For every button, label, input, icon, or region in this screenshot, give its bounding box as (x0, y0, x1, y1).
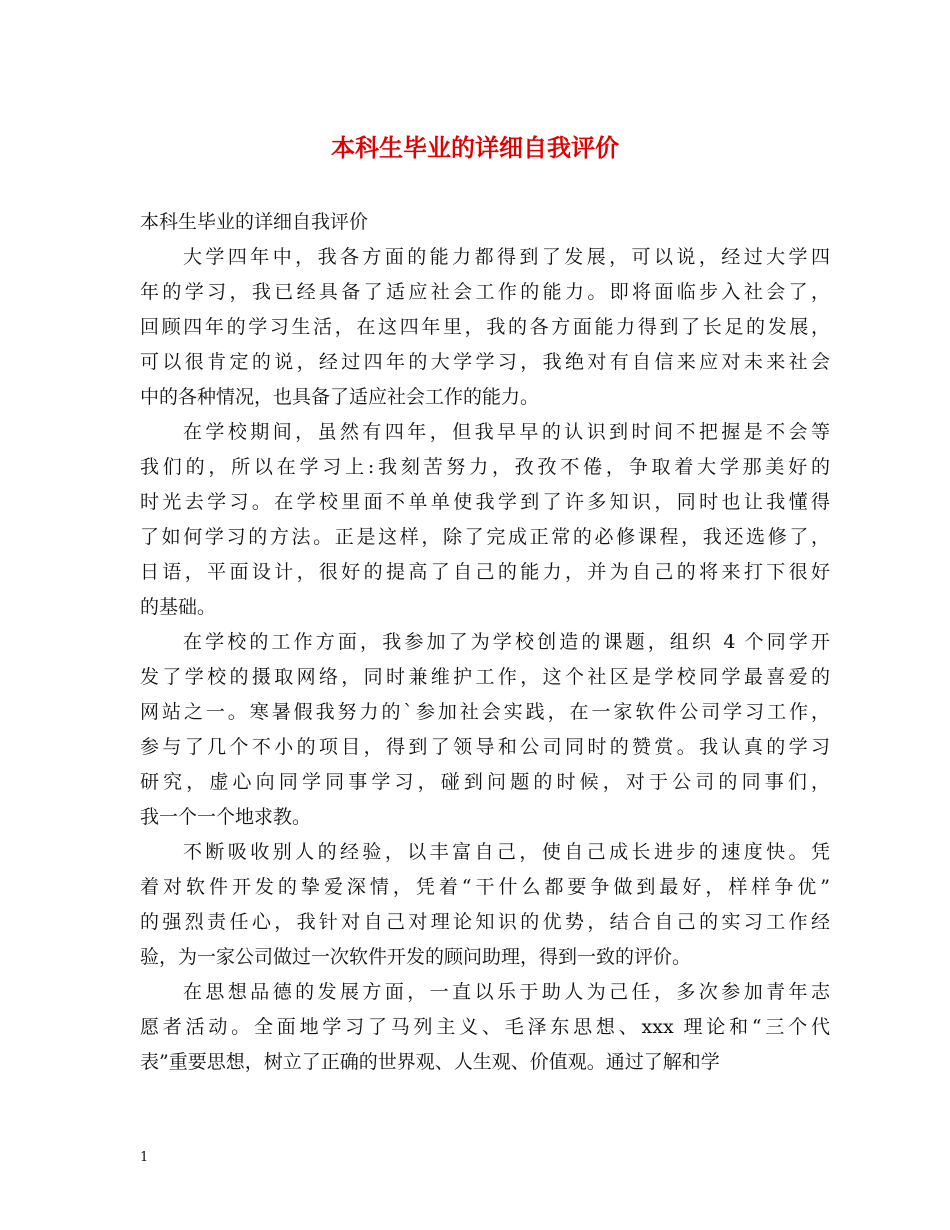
paragraph-line: 了如何学习的方法。正是这样，除了完成正常的必修课程，我还选修了， (140, 526, 830, 548)
paragraph-line: 愿者活动。全面地学习了马列主义、毛泽东思想、xxx 理论和“三个代 (140, 1016, 830, 1038)
paragraph-line: 网站之一。寒暑假我努力的`参加社会实践，在一家软件公司学习工作， (140, 701, 830, 723)
paragraph-line: 在学校的工作方面，我参加了为学校创造的课题，组织 4 个同学开 (183, 631, 830, 653)
body-paragraph (140, 625, 830, 835)
paragraph-list (140, 240, 830, 1080)
paragraph-line: 发了学校的摄取网络，同时兼维护工作，这个社区是学校同学最喜爱的 (140, 666, 830, 688)
paragraph-line: 回顾四年的学习生活，在这四年里，我的各方面能力得到了长足的发展， (140, 316, 830, 338)
body-paragraph (140, 415, 830, 625)
paragraph-line: 在思想品德的发展方面，一直以乐于助人为己任，多次参加青年志 (183, 981, 830, 1003)
paragraph-line: 表”重要思想，树立了正确的世界观、人生观、价值观。通过了解和学 (140, 1051, 720, 1073)
document-title: 本科生毕业的详细自我评价 (331, 133, 619, 162)
paragraph-line: 中的各种情况，也具备了适应社会工作的能力。 (140, 386, 540, 408)
paragraph-line: 可以很肯定的说，经过四年的大学学习，我绝对有自信来应对未来社会 (140, 351, 830, 373)
paragraph-line: 在学校期间，虽然有四年，但我早早的认识到时间不把握是不会等 (183, 421, 830, 443)
paragraph-line: 我一个一个地求教。 (140, 806, 312, 828)
paragraph-line: 年的学习，我已经具备了适应社会工作的能力。即将面临步入社会了， (140, 281, 830, 303)
page-number: 1 (140, 1150, 149, 1165)
paragraph-line: 的基础。 (140, 596, 217, 618)
body-paragraph (140, 975, 830, 1080)
body-paragraph (140, 835, 830, 975)
paragraph-line: 我们的，所以在学习上:我刻苦努力，孜孜不倦，争取着大学那美好的 (140, 456, 830, 478)
paragraph-line: 大学四年中，我各方面的能力都得到了发展，可以说，经过大学四 (183, 246, 830, 268)
paragraph-line: 着对软件开发的挚爱深情，凭着“干什么都要争做到最好，样样争优” (140, 876, 830, 898)
document-body (140, 205, 830, 1080)
paragraph-line: 验，为一家公司做过一次软件开发的顾问助理，得到一致的评价。 (140, 946, 692, 968)
body-paragraph (140, 240, 830, 415)
paragraph-line: 的强烈责任心，我针对自己对理论知识的优势，结合自己的实习工作经 (140, 911, 830, 933)
paragraph-line: 日语，平面设计，很好的提高了自己的能力，并为自己的将来打下很好 (140, 561, 830, 583)
paragraph-line: 参与了几个不小的项目，得到了领导和公司同时的赞赏。我认真的学习 (140, 736, 830, 758)
document-subtitle: 本科生毕业的详细自我评价 (140, 211, 369, 233)
paragraph-line: 不断吸收别人的经验，以丰富自己，使自己成长进步的速度快。凭 (183, 841, 830, 863)
paragraph-line: 研究，虚心向同学同事学习，碰到问题的时候，对于公司的同事们， (140, 771, 830, 793)
paragraph-line: 时光去学习。在学校里面不单单使我学到了许多知识，同时也让我懂得 (140, 491, 830, 513)
